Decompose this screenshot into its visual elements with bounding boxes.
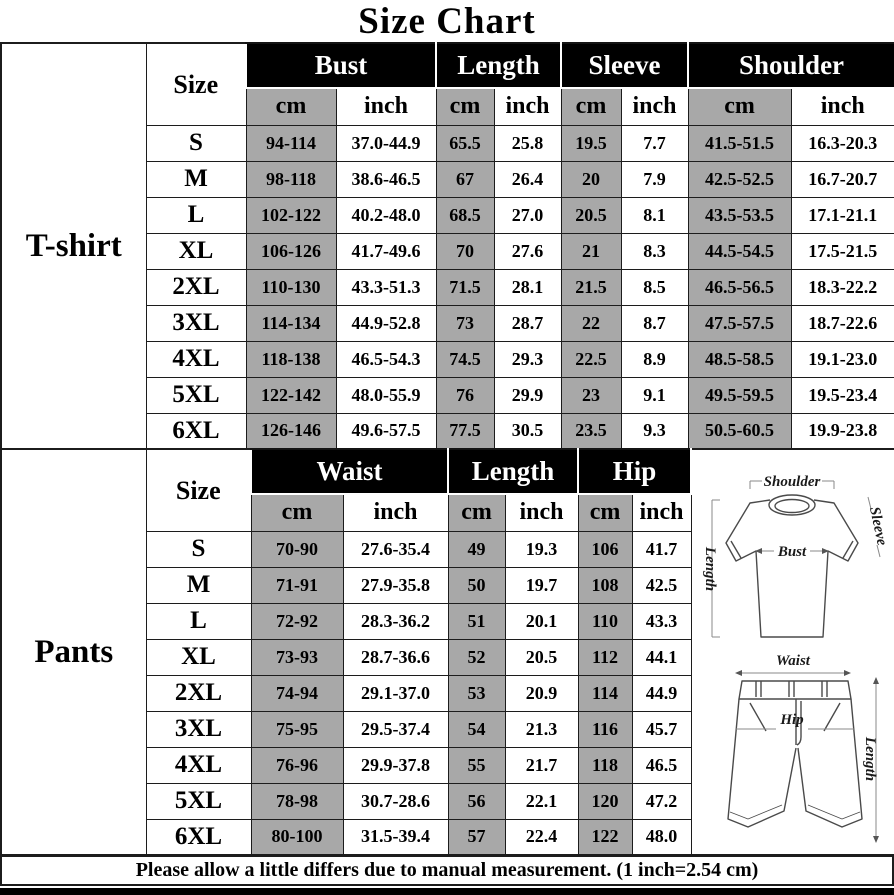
size-cell: S [146, 531, 251, 567]
data-cell: 27.6-35.4 [343, 531, 448, 567]
data-cell: 76-96 [251, 747, 343, 783]
data-cell: 19.5 [561, 125, 621, 161]
data-cell: 76 [436, 377, 494, 413]
size-cell: L [146, 197, 246, 233]
tshirt-bust-header: Bust [246, 43, 436, 88]
data-cell: 44.9-52.8 [336, 305, 436, 341]
tshirt-diagram [692, 451, 894, 651]
data-cell: 108 [578, 567, 632, 603]
data-cell: 20.5 [505, 639, 578, 675]
data-cell: 16.3-20.3 [791, 125, 894, 161]
data-cell: 51 [448, 603, 505, 639]
data-cell: 126-146 [246, 413, 336, 449]
size-cell: 4XL [146, 747, 251, 783]
pants-hip-header: Hip [578, 449, 691, 494]
data-cell: 71.5 [436, 269, 494, 305]
data-cell: 37.0-44.9 [336, 125, 436, 161]
page-title: Size Chart [358, 0, 536, 42]
data-cell: 21.5 [561, 269, 621, 305]
data-cell: 28.7-36.6 [343, 639, 448, 675]
data-cell: 48.0-55.9 [336, 377, 436, 413]
unit-header-cm: cm [561, 88, 621, 125]
data-cell: 31.5-39.4 [343, 819, 448, 855]
data-cell: 38.6-46.5 [336, 161, 436, 197]
data-cell: 74-94 [251, 675, 343, 711]
bottom-bar [0, 888, 894, 895]
unit-header-cm: cm [436, 88, 494, 125]
size-cell: XL [146, 233, 246, 269]
data-cell: 72-92 [251, 603, 343, 639]
measurement-diagrams [691, 449, 894, 855]
data-cell: 52 [448, 639, 505, 675]
data-cell: 71-91 [251, 567, 343, 603]
data-cell: 70 [436, 233, 494, 269]
data-cell: 73 [436, 305, 494, 341]
unit-header-cm: cm [688, 88, 791, 125]
tshirt-shoulder-header: Shoulder [688, 43, 894, 88]
data-cell: 26.4 [494, 161, 561, 197]
data-cell: 19.9-23.8 [791, 413, 894, 449]
data-cell: 21.7 [505, 747, 578, 783]
unit-header-inch: inch [494, 88, 561, 125]
data-cell: 55 [448, 747, 505, 783]
data-cell: 21.3 [505, 711, 578, 747]
size-cell: 4XL [146, 341, 246, 377]
data-cell: 43.3-51.3 [336, 269, 436, 305]
data-cell: 22 [561, 305, 621, 341]
data-cell: 42.5 [632, 567, 691, 603]
size-cell: M [146, 161, 246, 197]
data-cell: 94-114 [246, 125, 336, 161]
size-cell: 2XL [146, 675, 251, 711]
data-cell: 8.5 [621, 269, 688, 305]
data-cell: 28.3-36.2 [343, 603, 448, 639]
data-cell: 30.5 [494, 413, 561, 449]
unit-header-inch: inch [343, 494, 448, 531]
data-cell: 28.7 [494, 305, 561, 341]
data-cell: 65.5 [436, 125, 494, 161]
data-cell: 19.7 [505, 567, 578, 603]
size-cell: 3XL [146, 711, 251, 747]
sleeve-label: Sleeve [866, 505, 890, 547]
data-cell: 17.5-21.5 [791, 233, 894, 269]
data-cell: 45.7 [632, 711, 691, 747]
data-cell: 29.1-37.0 [343, 675, 448, 711]
data-cell: 29.9 [494, 377, 561, 413]
data-cell: 70-90 [251, 531, 343, 567]
data-cell: 7.7 [621, 125, 688, 161]
bust-label: Bust [777, 544, 807, 560]
data-cell: 46.5-56.5 [688, 269, 791, 305]
tshirt-sleeve-header: Sleeve [561, 43, 688, 88]
data-cell: 49.6-57.5 [336, 413, 436, 449]
data-cell: 44.5-54.5 [688, 233, 791, 269]
size-cell: L [146, 603, 251, 639]
data-cell: 9.1 [621, 377, 688, 413]
unit-header-cm: cm [251, 494, 343, 531]
data-cell: 122-142 [246, 377, 336, 413]
data-cell: 73-93 [251, 639, 343, 675]
data-cell: 106 [578, 531, 632, 567]
data-cell: 29.3 [494, 341, 561, 377]
data-cell: 29.5-37.4 [343, 711, 448, 747]
data-cell: 46.5 [632, 747, 691, 783]
size-cell: M [146, 567, 251, 603]
data-cell: 44.9 [632, 675, 691, 711]
waist-label: Waist [776, 653, 810, 669]
data-cell: 27.6 [494, 233, 561, 269]
data-cell: 47.2 [632, 783, 691, 819]
pants-category-label: Pants [1, 449, 146, 855]
data-cell: 8.7 [621, 305, 688, 341]
size-cell: 5XL [146, 783, 251, 819]
data-cell: 102-122 [246, 197, 336, 233]
data-cell: 118-138 [246, 341, 336, 377]
data-cell: 112 [578, 639, 632, 675]
pants-size-header: Size [146, 449, 251, 531]
unit-header-inch: inch [791, 88, 894, 125]
size-cell: S [146, 125, 246, 161]
size-cell: XL [146, 639, 251, 675]
unit-header-inch: inch [621, 88, 688, 125]
data-cell: 27.0 [494, 197, 561, 233]
data-cell: 16.7-20.7 [791, 161, 894, 197]
data-cell: 23.5 [561, 413, 621, 449]
data-cell: 30.7-28.6 [343, 783, 448, 819]
data-cell: 74.5 [436, 341, 494, 377]
data-cell: 98-118 [246, 161, 336, 197]
data-cell: 43.3 [632, 603, 691, 639]
data-cell: 110-130 [246, 269, 336, 305]
data-cell: 18.7-22.6 [791, 305, 894, 341]
data-cell: 48.0 [632, 819, 691, 855]
data-cell: 20.9 [505, 675, 578, 711]
data-cell: 50.5-60.5 [688, 413, 791, 449]
hip-label: Hip [780, 712, 804, 728]
tshirt-category-label: T-shirt [1, 43, 146, 449]
data-cell: 23 [561, 377, 621, 413]
size-cell: 3XL [146, 305, 246, 341]
data-cell: 68.5 [436, 197, 494, 233]
tshirt-table [0, 42, 894, 450]
data-cell: 77.5 [436, 413, 494, 449]
data-cell: 18.3-22.2 [791, 269, 894, 305]
size-cell: 6XL [146, 819, 251, 855]
length-label: Length [702, 546, 719, 592]
data-cell: 17.1-21.1 [791, 197, 894, 233]
data-cell: 22.1 [505, 783, 578, 819]
data-cell: 19.3 [505, 531, 578, 567]
data-cell: 106-126 [246, 233, 336, 269]
data-cell: 25.8 [494, 125, 561, 161]
data-cell: 54 [448, 711, 505, 747]
data-cell: 120 [578, 783, 632, 819]
unit-header-cm: cm [578, 494, 632, 531]
data-cell: 21 [561, 233, 621, 269]
data-cell: 56 [448, 783, 505, 819]
shorts-length-label: Length [862, 736, 879, 782]
data-cell: 20 [561, 161, 621, 197]
data-cell: 41.5-51.5 [688, 125, 791, 161]
measurement-note: Please allow a little differs due to manual measurement. (1 inch=2.54 cm) [0, 856, 894, 886]
data-cell: 110 [578, 603, 632, 639]
pants-table [0, 448, 894, 856]
data-cell: 80-100 [251, 819, 343, 855]
shorts-diagram [692, 651, 894, 853]
tshirt-size-header: Size [146, 43, 246, 125]
unit-header-cm: cm [246, 88, 336, 125]
data-cell: 22.4 [505, 819, 578, 855]
data-cell: 114-134 [246, 305, 336, 341]
data-cell: 19.1-23.0 [791, 341, 894, 377]
data-cell: 43.5-53.5 [688, 197, 791, 233]
data-cell: 78-98 [251, 783, 343, 819]
data-cell: 48.5-58.5 [688, 341, 791, 377]
data-cell: 8.9 [621, 341, 688, 377]
data-cell: 40.2-48.0 [336, 197, 436, 233]
data-cell: 114 [578, 675, 632, 711]
unit-header-inch: inch [632, 494, 691, 531]
unit-header-cm: cm [448, 494, 505, 531]
data-cell: 50 [448, 567, 505, 603]
data-cell: 118 [578, 747, 632, 783]
data-cell: 28.1 [494, 269, 561, 305]
pants-length-header: Length [448, 449, 578, 494]
data-cell: 9.3 [621, 413, 688, 449]
data-cell: 27.9-35.8 [343, 567, 448, 603]
unit-header-inch: inch [505, 494, 578, 531]
shoulder-label: Shoulder [763, 474, 821, 490]
data-cell: 41.7 [632, 531, 691, 567]
data-cell: 46.5-54.3 [336, 341, 436, 377]
data-cell: 20.5 [561, 197, 621, 233]
unit-header-inch: inch [336, 88, 436, 125]
data-cell: 8.1 [621, 197, 688, 233]
data-cell: 22.5 [561, 341, 621, 377]
data-cell: 7.9 [621, 161, 688, 197]
size-cell: 6XL [146, 413, 246, 449]
data-cell: 41.7-49.6 [336, 233, 436, 269]
data-cell: 42.5-52.5 [688, 161, 791, 197]
data-cell: 57 [448, 819, 505, 855]
data-cell: 49 [448, 531, 505, 567]
size-cell: 2XL [146, 269, 246, 305]
size-cell: 5XL [146, 377, 246, 413]
data-cell: 44.1 [632, 639, 691, 675]
data-cell: 67 [436, 161, 494, 197]
pants-waist-header: Waist [251, 449, 448, 494]
tshirt-length-header: Length [436, 43, 561, 88]
data-cell: 122 [578, 819, 632, 855]
data-cell: 20.1 [505, 603, 578, 639]
data-cell: 19.5-23.4 [791, 377, 894, 413]
data-cell: 29.9-37.8 [343, 747, 448, 783]
data-cell: 47.5-57.5 [688, 305, 791, 341]
data-cell: 8.3 [621, 233, 688, 269]
data-cell: 116 [578, 711, 632, 747]
data-cell: 75-95 [251, 711, 343, 747]
data-cell: 53 [448, 675, 505, 711]
data-cell: 49.5-59.5 [688, 377, 791, 413]
